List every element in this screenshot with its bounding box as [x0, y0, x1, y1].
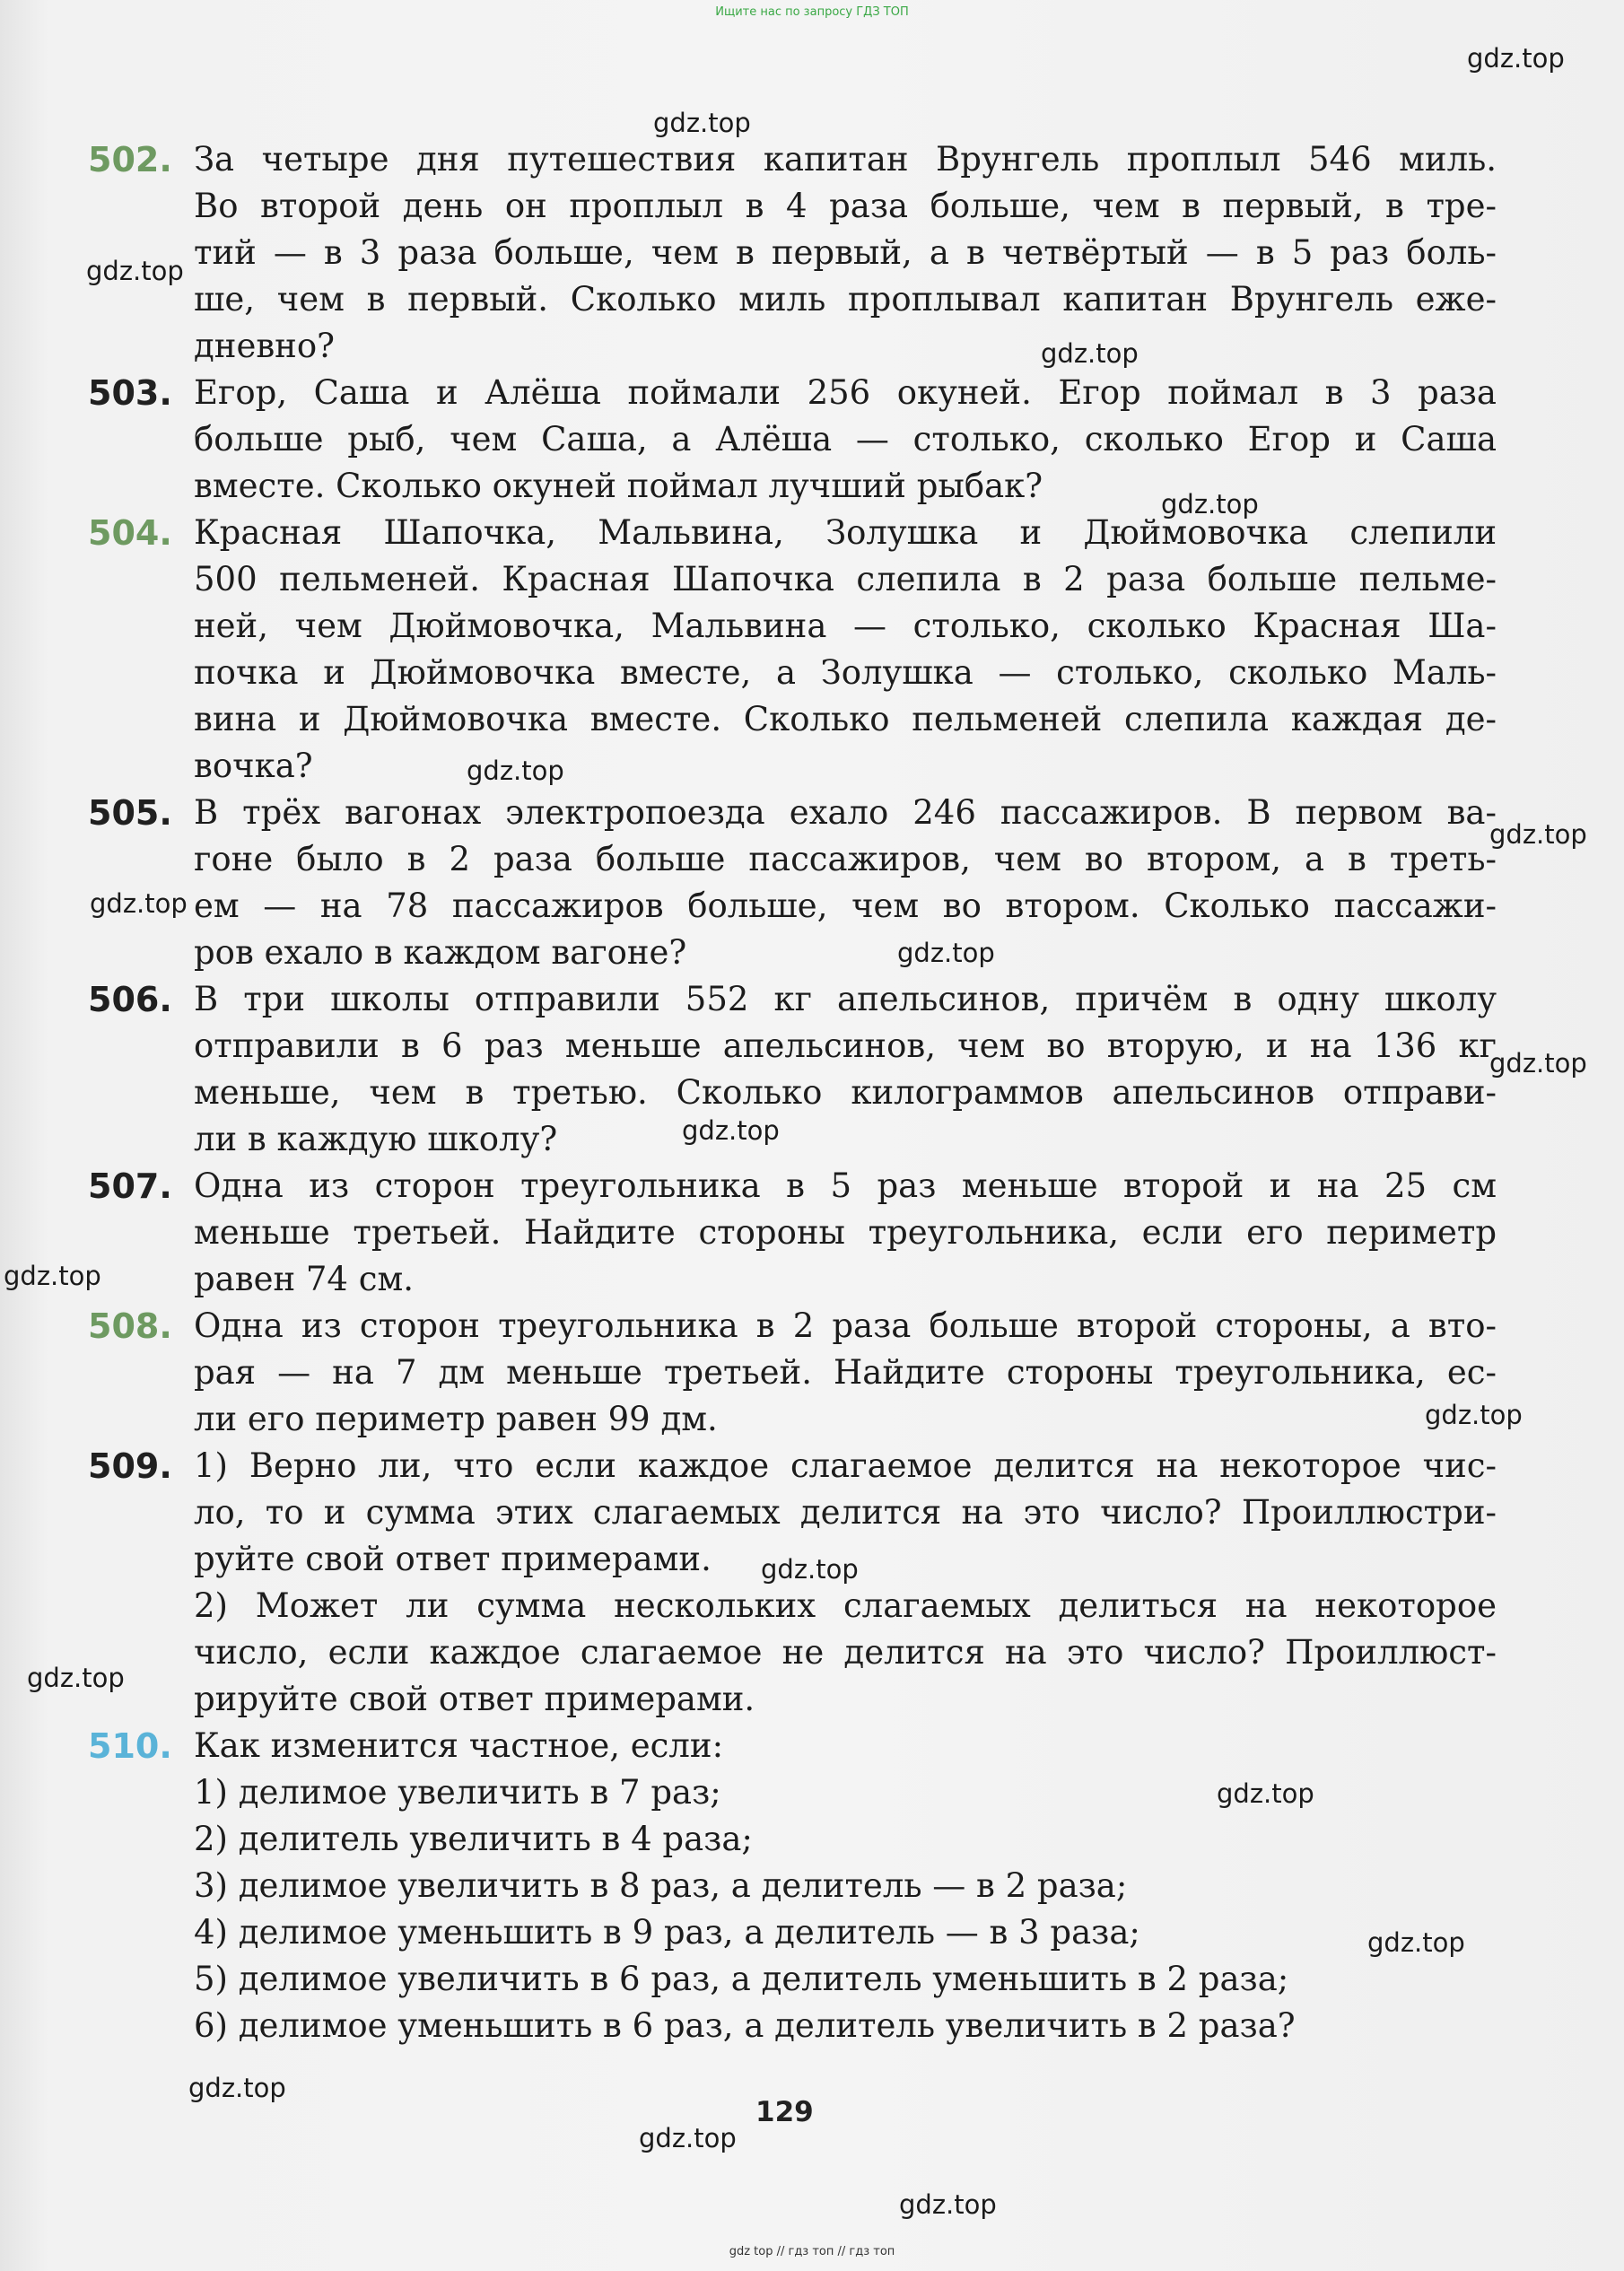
problem-text-line: Одна из сторон треугольника в 2 раза больше второй стороны, а вто- [194, 1306, 1497, 1345]
problem-text-line: Красная Шапочка, Мальвина, Золушка и Дюймовочка слепили [194, 513, 1497, 552]
problem-text-line: дневно? [194, 327, 335, 365]
problem-text-line: меньше третьей. Найдите стороны треугольника, если его периметр [194, 1213, 1497, 1252]
problem-text-line: 1) Верно ли, что если каждое слагаемое делится на некоторое чис- [194, 1446, 1497, 1485]
problem-number: 509. [88, 1446, 172, 1486]
problem-text-line: тий — в 3 раза больше, чем в первый, а в четвёртый — в 5 раз боль- [194, 233, 1497, 272]
problem-text-line: меньше, чем в третью. Сколько килограммов апельсинов отправи- [194, 1073, 1497, 1112]
problem-text-line: рируйте свой ответ примерами. [194, 1680, 755, 1718]
problem-text-line: вочка? [194, 747, 313, 785]
problem-number: 510. [88, 1726, 172, 1766]
problem-number: 508. [88, 1306, 172, 1346]
problem-text-line: почка и Дюймовочка вместе, а Золушка — столько, сколько Маль- [194, 653, 1497, 692]
problem-text-line: гоне было в 2 раза больше пассажиров, чем во втором, а в треть- [194, 840, 1497, 878]
watermark: gdz.top [1041, 338, 1139, 369]
watermark: gdz.top [1467, 43, 1565, 74]
problem-text-line: ло, то и сумма этих слагаемых делится на это число? Проиллюстри- [194, 1493, 1497, 1532]
problem-text-line: ров ехало в каждом вагоне? [194, 933, 687, 972]
problem-number: 503. [88, 373, 172, 413]
problem-text-line: вина и Дюймовочка вместе. Сколько пельменей слепила каждая де- [194, 700, 1497, 738]
watermark: gdz.top [682, 1115, 780, 1146]
problem-text-line: В трёх вагонах электропоезда ехало 246 пассажиров. В первом ва- [194, 793, 1497, 832]
watermark: gdz.top [1489, 1048, 1587, 1079]
problem-number: 504. [88, 513, 172, 553]
watermark: gdz.top [897, 938, 995, 968]
watermark: gdz.top [1367, 1927, 1465, 1958]
problem-text-line: За четыре дня путешествия капитан Врунгель проплыл 546 миль. [194, 140, 1497, 179]
problem-text-line: 1) делимое увеличить в 7 раз; [194, 1773, 721, 1812]
watermark: gdz.top [86, 256, 184, 286]
problem-text-line: отправили в 6 раз меньше апельсинов, чем во вторую, и на 136 кг [194, 1026, 1497, 1065]
problem-text-line: 500 пельменей. Красная Шапочка слепила в 2 раза больше пельме- [194, 560, 1497, 598]
problem-text-line: число, если каждое слагаемое не делится на это число? Проиллюст- [194, 1633, 1497, 1672]
problem-text-line: равен 74 см. [194, 1260, 414, 1298]
problem-text-line: В три школы отправили 552 кг апельсинов, причём в одну школу [194, 980, 1497, 1018]
watermark: gdz.top [1425, 1400, 1523, 1430]
watermark: gdz.top [467, 756, 564, 786]
problem-text-line: руйте свой ответ примерами. [194, 1540, 712, 1578]
problem-text-line: рая — на 7 дм меньше третьей. Найдите стороны треугольника, ес- [194, 1353, 1497, 1392]
problem-text-line: ем — на 78 пассажиров больше, чем во втором. Сколько пассажи- [194, 887, 1497, 925]
problem-text-line: Одна из сторон треугольника в 5 раз меньше второй и на 25 см [194, 1166, 1497, 1205]
watermark: gdz.top [1489, 819, 1587, 850]
watermark: gdz.top [899, 2189, 997, 2220]
bottom-banner: gdz top // гдз топ // гдз топ [729, 2245, 895, 2258]
problem-text-line: 3) делимое увеличить в 8 раз, а делитель — в 2 раза; [194, 1866, 1128, 1905]
problem-text-line: вместе. Сколько окуней поймал лучший рыбак? [194, 467, 1043, 505]
watermark: gdz.top [761, 1554, 859, 1585]
problem-text-line: 2) делитель увеличить в 4 раза; [194, 1820, 753, 1858]
watermark: gdz.top [188, 2073, 286, 2103]
problem-text-line: ше, чем в первый. Сколько миль проплывал капитан Врунгель еже- [194, 280, 1497, 319]
watermark: gdz.top [4, 1261, 101, 1291]
problem-text-line: ли в каждую школу? [194, 1120, 558, 1158]
problem-number: 502. [88, 140, 172, 179]
problem-text-line: ли его периметр равен 99 дм. [194, 1400, 718, 1438]
problem-text-line: 6) делимое уменьшить в 6 раз, а делитель увеличить в 2 раза? [194, 2006, 1296, 2045]
top-banner: Ищите нас по запросу ГДЗ ТОП [715, 5, 909, 19]
watermark: gdz.top [639, 2123, 737, 2153]
watermark: gdz.top [653, 108, 751, 138]
watermark: gdz.top [90, 888, 188, 919]
problem-text-line: Во второй день он проплыл в 4 раза больше, чем в первый, в тре- [194, 187, 1497, 225]
problem-text-line: 5) делимое увеличить в 6 раз, а делитель уменьшить в 2 раза; [194, 1960, 1289, 1998]
problem-text-line: ней, чем Дюймовочка, Мальвина — столько, сколько Красная Ша- [194, 607, 1497, 645]
problem-text-line: Как изменится частное, если: [194, 1726, 724, 1765]
problem-text-line: Егор, Саша и Алёша поймали 256 окуней. Егор поймал в 3 раза [194, 373, 1497, 412]
problem-text-line: больше рыб, чем Саша, а Алёша — столько, сколько Егор и Саша [194, 420, 1497, 459]
problem-text-line: 2) Может ли сумма нескольких слагаемых делиться на некоторое [194, 1586, 1497, 1625]
problem-number: 505. [88, 793, 172, 833]
problem-number: 506. [88, 980, 172, 1019]
page-number: 129 [755, 2096, 814, 2128]
watermark: gdz.top [1217, 1778, 1314, 1809]
watermark: gdz.top [1161, 489, 1259, 520]
problem-number: 507. [88, 1166, 172, 1206]
problem-text-line: 4) делимое уменьшить в 9 раз, а делитель — в 3 раза; [194, 1913, 1140, 1952]
watermark: gdz.top [27, 1663, 125, 1693]
